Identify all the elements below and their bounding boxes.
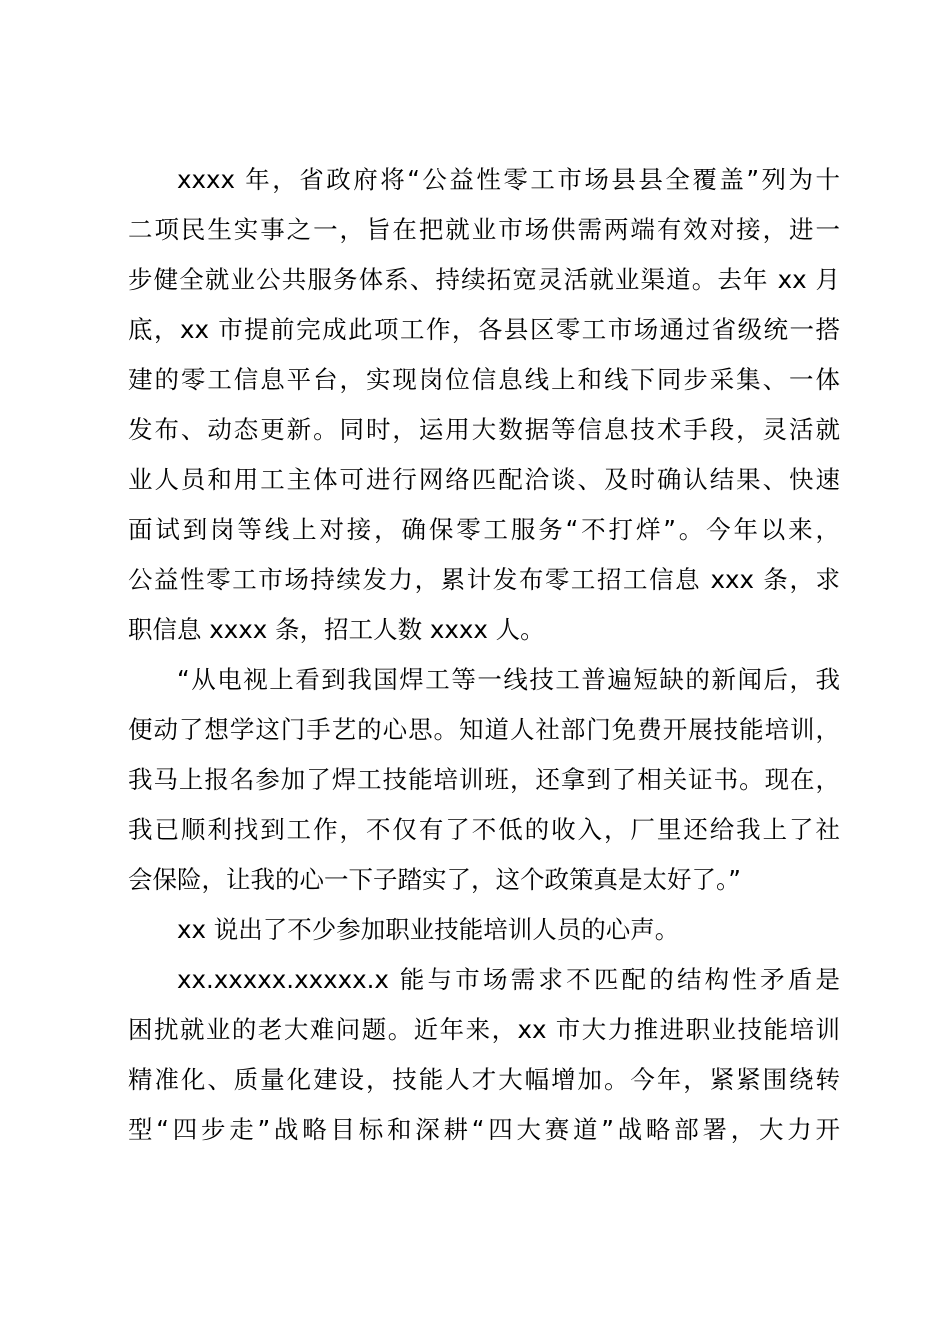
paragraph-2	[128, 655, 840, 905]
text-line: 二项民生实事之一，旨在把就业市场供需两端有效对接，进一	[128, 215, 840, 244]
text-line: 发布、动态更新。同时，运用大数据等信息技术手段，灵活就	[128, 415, 840, 444]
text-line: xx.xxxxx.xxxxx.x 能与市场需求不匹配的结构性矛盾是	[177, 965, 840, 994]
text-line: 职信息 xxxx 条，招工人数 xxxx 人。	[128, 615, 545, 644]
paragraph-3	[128, 905, 840, 955]
document-body	[128, 155, 840, 1155]
text-line: 底，xx 市提前完成此项工作，各县区零工市场通过省级统一搭	[128, 315, 840, 344]
text-line: 面试到岗等线上对接，确保零工服务“不打烊”。今年以来，	[128, 515, 840, 544]
text-line: 会保险，让我的心一下子踏实了，这个政策真是太好了。”	[128, 865, 741, 894]
text-line: xxxx 年，省政府将“公益性零工市场县县全覆盖”列为十	[177, 165, 840, 194]
text-line: 便动了想学这门手艺的心思。知道人社部门免费开展技能培训，	[128, 715, 840, 744]
text-line: 公益性零工市场持续发力，累计发布零工招工信息 xxx 条，求	[128, 565, 840, 594]
text-line: xx 说出了不少参加职业技能培训人员的心声。	[177, 915, 680, 944]
paragraph-1	[128, 155, 840, 655]
text-line: 我已顺利找到工作，不仅有了不低的收入，厂里还给我上了社	[128, 815, 840, 844]
text-line: 型“四步走”战略目标和深耕“四大赛道”战略部署，大力开	[128, 1115, 840, 1144]
text-line: 步健全就业公共服务体系、持续拓宽灵活就业渠道。去年 xx 月	[128, 265, 840, 294]
text-line: 建的零工信息平台，实现岗位信息线上和线下同步采集、一体	[128, 365, 840, 394]
text-line: 我马上报名参加了焊工技能培训班，还拿到了相关证书。现在，	[128, 765, 840, 794]
text-line: “从电视上看到我国焊工等一线技工普遍短缺的新闻后，我	[177, 665, 840, 694]
text-line: 业人员和用工主体可进行网络匹配洽谈、及时确认结果、快速	[128, 465, 840, 494]
text-line: 困扰就业的老大难问题。近年来，xx 市大力推进职业技能培训	[128, 1015, 840, 1044]
paragraph-4	[128, 955, 840, 1155]
text-line: 精准化、质量化建设，技能人才大幅增加。今年，紧紧围绕转	[128, 1065, 840, 1094]
